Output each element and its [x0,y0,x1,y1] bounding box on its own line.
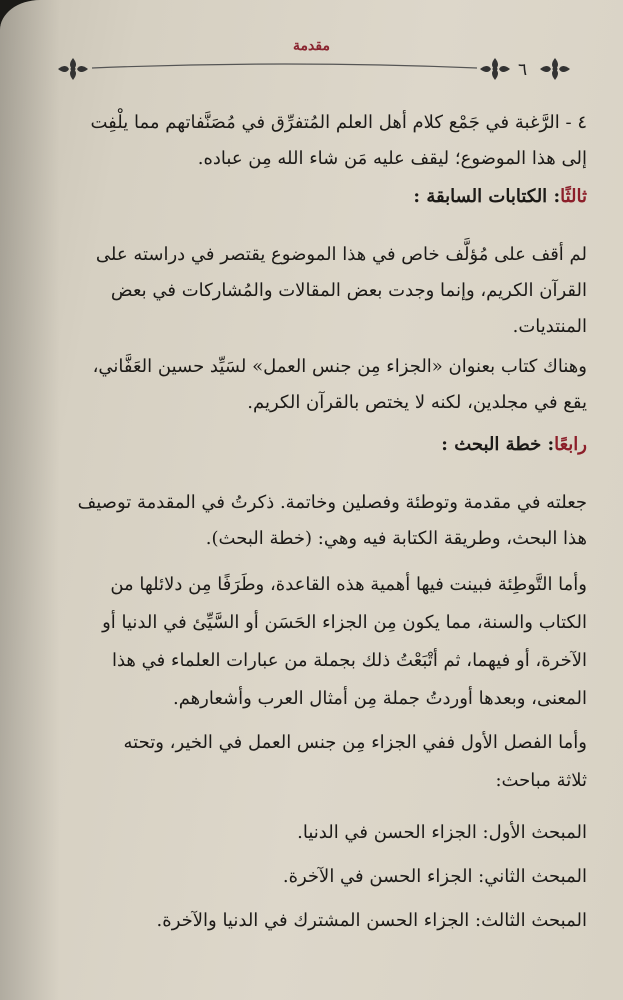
text-line: المبحث الثاني: الجزاء الحسن في الآخرة. [282,866,587,887]
header-rule [92,62,477,72]
text-line: لم أقف على مُؤلَّف خاص في هذا الموضوع يقتصر في دراسته على [95,244,587,265]
section-heading [27,434,587,455]
section-heading [27,186,587,207]
center-fleuron-icon [478,56,512,82]
right-fleuron-icon [538,56,572,82]
text-line: المنتديات. [512,316,587,337]
left-fleuron-icon [56,56,90,82]
heading-number: رابعًا [554,434,587,455]
page-number: ٦ [518,60,528,80]
heading-title: : خطة البحث : [441,434,555,455]
text-line: الكتاب والسنة، مما يكون مِن الجزاء الحَسَن أو السَّيِّئ في الدنيا أو [102,612,587,633]
text-line: المعنى، وبعدها أوردتُ جملة مِن أمثال العرب وأشعارهم. [172,688,587,709]
heading-title: : الكتابات السابقة : [413,186,561,207]
text-line: وأما التَّوطِئة فبينت فيها أهمية هذه القاعدة، وطَرَفًا مِن دلائلها من [110,574,587,595]
text-line: هذا البحث، وطريقة الكتابة فيه وهي: (خطة البحث). [205,528,587,549]
text-line: إلى هذا الموضوع؛ ليقف عليه مَن شاء الله مِن عباده. [197,148,587,169]
text-line: المبحث الأول: الجزاء الحسن في الدنيا. [297,822,587,843]
running-header: مقدمة [293,38,330,54]
text-line: جعلته في مقدمة وتوطئة وفصلين وخاتمة. ذكرتُ في المقدمة توصيف [77,492,587,513]
text-line: يقع في مجلدين، لكنه لا يختص بالقرآن الكريم. [247,392,587,413]
text-line: الآخرة، أو فيهما، ثم أتْبَعْتُ ذلك بجملة من عبارات العلماء في هذا [111,650,587,671]
text-line: المبحث الثالث: الجزاء الحسن المشترك في الدنيا والآخرة. [156,910,587,931]
text-line: ٤ - الرَّغبة في جَمْع كلام أهل العلم المُتفرِّق في مُصَنَّفاتهم مما يلْفِت [90,112,587,133]
text-line: وأما الفصل الأول ففي الجزاء مِن جنس العمل في الخير، وتحته [123,732,587,753]
text-line: وهناك كتاب بعنوان «الجزاء مِن جنس العمل» لسَيِّد حسين العَفَّاني، [92,356,587,377]
text-line: القرآن الكريم، وإنما وجدت بعض المقالات والمُشاركات في بعض [110,280,587,301]
text-line: ثلاثة مباحث: [495,770,587,791]
heading-number: ثالثًا [560,186,587,207]
